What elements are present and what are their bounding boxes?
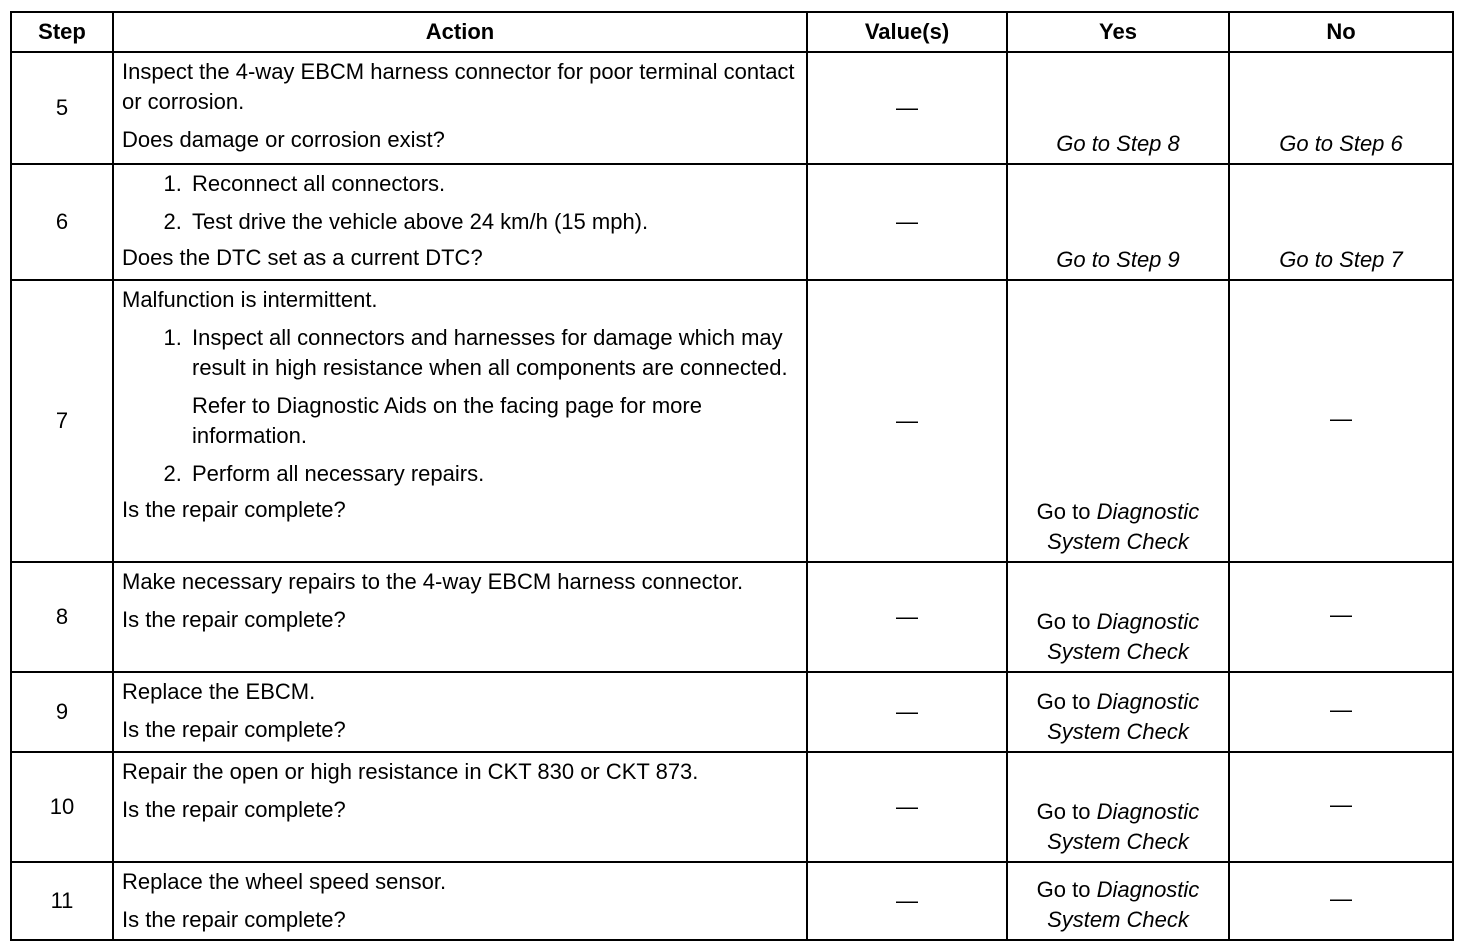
yes-prefix: Go to — [1036, 877, 1097, 902]
header-yes: Yes — [1007, 12, 1229, 52]
no-cell: — — [1229, 862, 1453, 940]
yes-prefix: Go to — [1036, 799, 1097, 824]
no-link[interactable]: Go to Step 7 — [1229, 164, 1453, 280]
value-cell: — — [807, 562, 1007, 672]
table-row — [11, 562, 1453, 672]
action-question: Is the repair complete? — [122, 607, 346, 632]
step-number: 6 — [11, 164, 113, 280]
yes-cell[interactable] — [1007, 752, 1229, 862]
yes-prefix: Go to — [1036, 689, 1097, 714]
list-item: 2. Test drive the vehicle above 24 km/h (15 mph). — [188, 207, 800, 237]
step-number: 9 — [11, 672, 113, 752]
action-cell — [113, 52, 807, 164]
value-cell: — — [807, 164, 1007, 280]
list-item-text: 1. Inspect all connectors and harnesses for damage which may result in high resistance when all components are connected. — [192, 325, 788, 380]
value-cell: — — [807, 672, 1007, 752]
action-text: Inspect the 4-way EBCM harness connector for poor terminal contact or corrosion. — [122, 59, 795, 114]
step-number: 7 — [11, 280, 113, 562]
action-text: Replace the wheel speed sensor. — [122, 869, 447, 894]
value-cell: — — [807, 862, 1007, 940]
diagnostic-system-check-link[interactable]: Diagnostic System Check — [1047, 877, 1200, 932]
step-number: 5 — [11, 52, 113, 164]
yes-cell[interactable] — [1007, 562, 1229, 672]
yes-link[interactable]: Go to Step 9 — [1007, 164, 1229, 280]
yes-prefix: Go to — [1036, 609, 1097, 634]
diagnostic-system-check-link[interactable]: Diagnostic System Check — [1047, 799, 1200, 854]
action-cell — [113, 862, 807, 940]
list-item: 2. Perform all necessary repairs. — [188, 459, 800, 489]
action-list — [122, 323, 800, 489]
yes-prefix: Go to — [1036, 499, 1097, 524]
action-question: Does the DTC set as a current DTC? — [122, 245, 483, 270]
action-list — [122, 169, 800, 237]
header-values: Value(s) — [807, 12, 1007, 52]
yes-cell[interactable] — [1007, 862, 1229, 940]
yes-cell[interactable] — [1007, 672, 1229, 752]
diagnostic-system-check-link[interactable]: Diagnostic System Check — [1047, 499, 1200, 554]
table-row — [11, 164, 1453, 280]
step-number: 10 — [11, 752, 113, 862]
action-cell — [113, 562, 807, 672]
action-cell — [113, 280, 807, 562]
action-cell — [113, 164, 807, 280]
action-text: Repair the open or high resistance in CKT 830 or CKT 873. — [122, 759, 699, 784]
table-row — [11, 672, 1453, 752]
diagnostic-system-check-link[interactable]: Diagnostic System Check — [1047, 609, 1200, 664]
value-cell: — — [807, 752, 1007, 862]
table-row — [11, 862, 1453, 940]
table-row — [11, 52, 1453, 164]
value-cell: — — [807, 52, 1007, 164]
header-row — [11, 12, 1453, 52]
action-question: Does damage or corrosion exist? — [122, 127, 445, 152]
list-item-note: Refer to Diagnostic Aids on the facing page for more information. — [192, 393, 702, 448]
no-cell: — — [1229, 562, 1453, 672]
no-link[interactable]: Go to Step 6 — [1229, 52, 1453, 164]
header-step: Step — [11, 12, 113, 52]
action-text: Replace the EBCM. — [122, 679, 316, 704]
action-text: Make necessary repairs to the 4-way EBCM harness connector. — [122, 569, 744, 594]
action-cell — [113, 752, 807, 862]
no-cell: — — [1229, 672, 1453, 752]
value-cell: — — [807, 280, 1007, 562]
diagnostic-table — [10, 11, 1454, 941]
diagnostic-system-check-link[interactable]: Diagnostic System Check — [1047, 689, 1200, 744]
no-cell: — — [1229, 280, 1453, 562]
step-number: 8 — [11, 562, 113, 672]
action-question: Is the repair complete? — [122, 717, 346, 742]
action-text: Malfunction is intermittent. — [122, 287, 378, 312]
list-item — [188, 323, 800, 451]
no-cell: — — [1229, 752, 1453, 862]
table-row — [11, 280, 1453, 562]
header-action: Action — [113, 12, 807, 52]
list-item: 1. Reconnect all connectors. — [188, 169, 800, 199]
yes-link[interactable]: Go to Step 8 — [1007, 52, 1229, 164]
action-question: Is the repair complete? — [122, 907, 346, 932]
yes-cell[interactable] — [1007, 280, 1229, 562]
header-no: No — [1229, 12, 1453, 52]
action-cell — [113, 672, 807, 752]
action-question: Is the repair complete? — [122, 497, 346, 522]
action-question: Is the repair complete? — [122, 797, 346, 822]
table-row — [11, 752, 1453, 862]
step-number: 11 — [11, 862, 113, 940]
